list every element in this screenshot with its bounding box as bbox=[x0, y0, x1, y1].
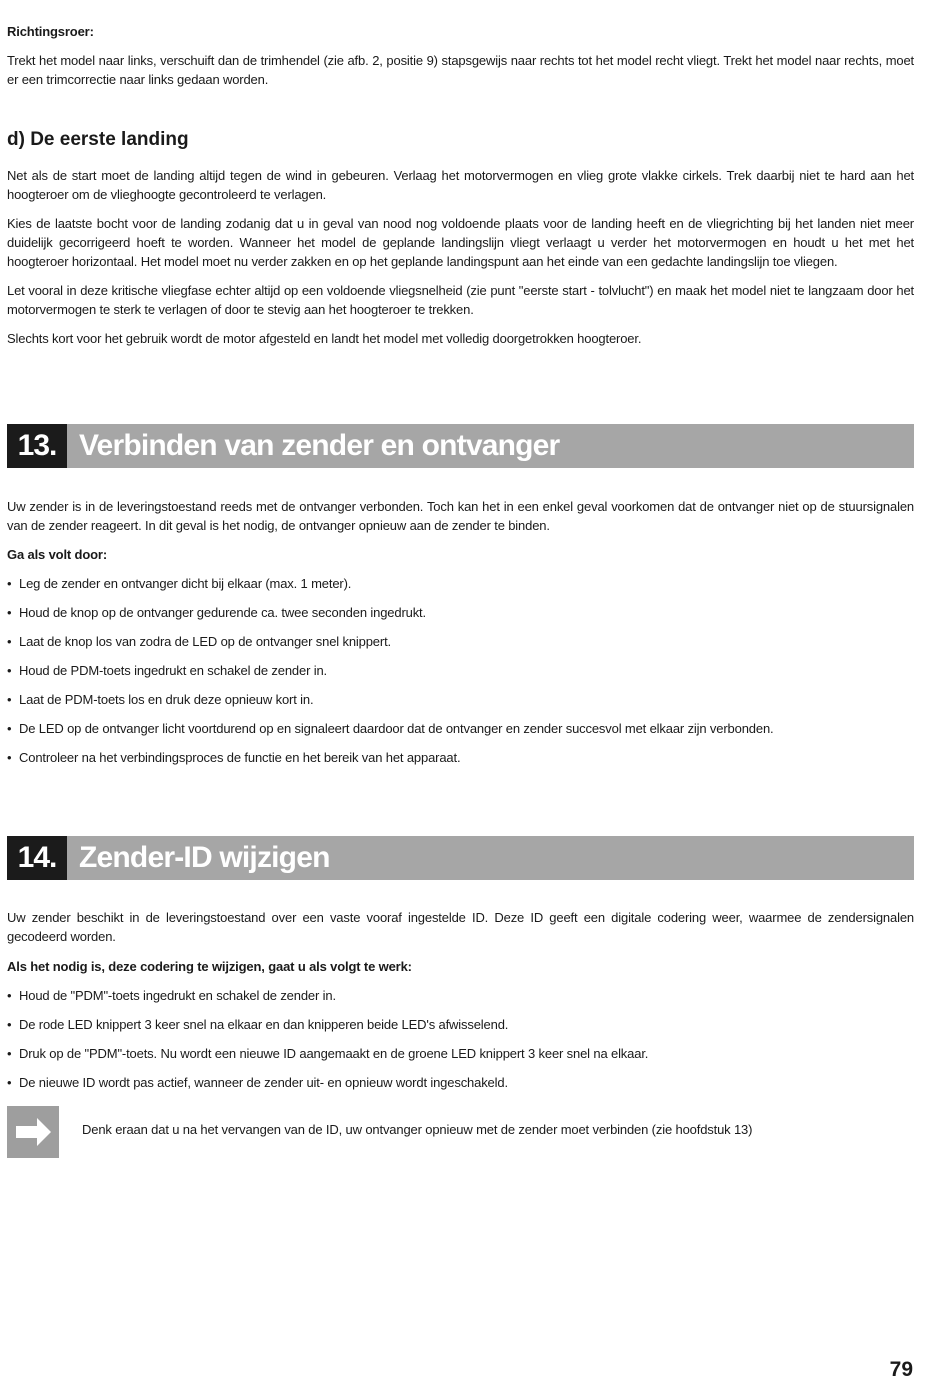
rudder-paragraph: Trekt het model naar links, verschuift dan de trimhendel (zie afb. 2, positie 9) stapsgewijs naar rechts tot het model recht vliegt. Trekt het model naar rechts, moet er een trimcorrectie naar links gedaan worden. bbox=[7, 53, 914, 88]
landing-heading: d) De eerste landing bbox=[7, 129, 189, 150]
section-14-number: 14. bbox=[7, 836, 67, 880]
section-14-header bbox=[7, 836, 914, 880]
note-box bbox=[7, 1106, 59, 1158]
landing-paragraph-4: Slechts kort voor het gebruik wordt de motor afgesteld en landt het model met volledig doorgetrokken hoogteroer. bbox=[7, 331, 642, 346]
section-13-header bbox=[7, 424, 914, 468]
page-number: 79 bbox=[889, 1358, 913, 1381]
rudder-heading: Richtingsroer: bbox=[7, 24, 94, 39]
section-13-number: 13. bbox=[7, 424, 67, 468]
arrow-right-icon bbox=[7, 1106, 59, 1158]
section-14-paragraph: Uw zender beschikt in de leveringstoestand over een vaste vooraf ingestelde ID. Deze ID geeft een digitale codering weer, waarmee de zendersignalen gecodeerd worden. bbox=[7, 910, 914, 945]
section-13-steps-heading: Ga als volt door: bbox=[7, 547, 108, 562]
section-14-steps-heading: Als het nodig is, deze codering te wijzigen, gaat u als volgt te werk: bbox=[7, 959, 412, 974]
section-13-title: Verbinden van zender en ontvanger bbox=[79, 429, 560, 462]
landing-paragraph-2: Kies de laatste bocht voor de landing zodanig dat u in geval van nood nog voldoende plaats voor de landing heeft en de vliegrichting bij het landen niet meer duidelijk gecorrigeerd hoeft te worden. Wanneer het model de geplande landingslijn vliegt verlaagt u verder het motorvermogen en houdt u het met het hoogteroer horizontaal. Het model moet nu verder zakken en op het geplande landingspunt aan het einde van een gedachte landingslijn toe vliegen. bbox=[7, 216, 914, 270]
note-text: Denk eraan dat u na het vervangen van de ID, uw ontvanger opnieuw met de zender moet verbinden (zie hoofdstuk 13) bbox=[82, 1122, 753, 1137]
section-14-title: Zender-ID wijzigen bbox=[79, 841, 330, 874]
landing-paragraph-3: Let vooral in deze kritische vliegfase echter altijd op een voldoende vliegsnelheid (zie punt "eerste start - tolvlucht") en maak het model niet te langzaam door het motorvermogen te sterk te verlagen of door te stevig aan het hoogteroer te trekken. bbox=[7, 283, 914, 318]
landing-paragraph-1: Net als de start moet de landing altijd tegen de wind in gebeuren. Verlaag het motorvermogen en vlieg grote vlakke cirkels. Trek daarbij niet te hard aan het hoogteroer om de vlieghoogte gecontroleerd te verlagen. bbox=[7, 168, 914, 203]
section-13-paragraph: Uw zender is in de leveringstoestand reeds met de ontvanger verbonden. Toch kan het in een enkel geval voorkomen dat de ontvanger niet op de stuursignalen van de zender reageert. In dit geval is het nodig, de ontvanger opnieuw aan de zender te binden. bbox=[7, 499, 914, 534]
